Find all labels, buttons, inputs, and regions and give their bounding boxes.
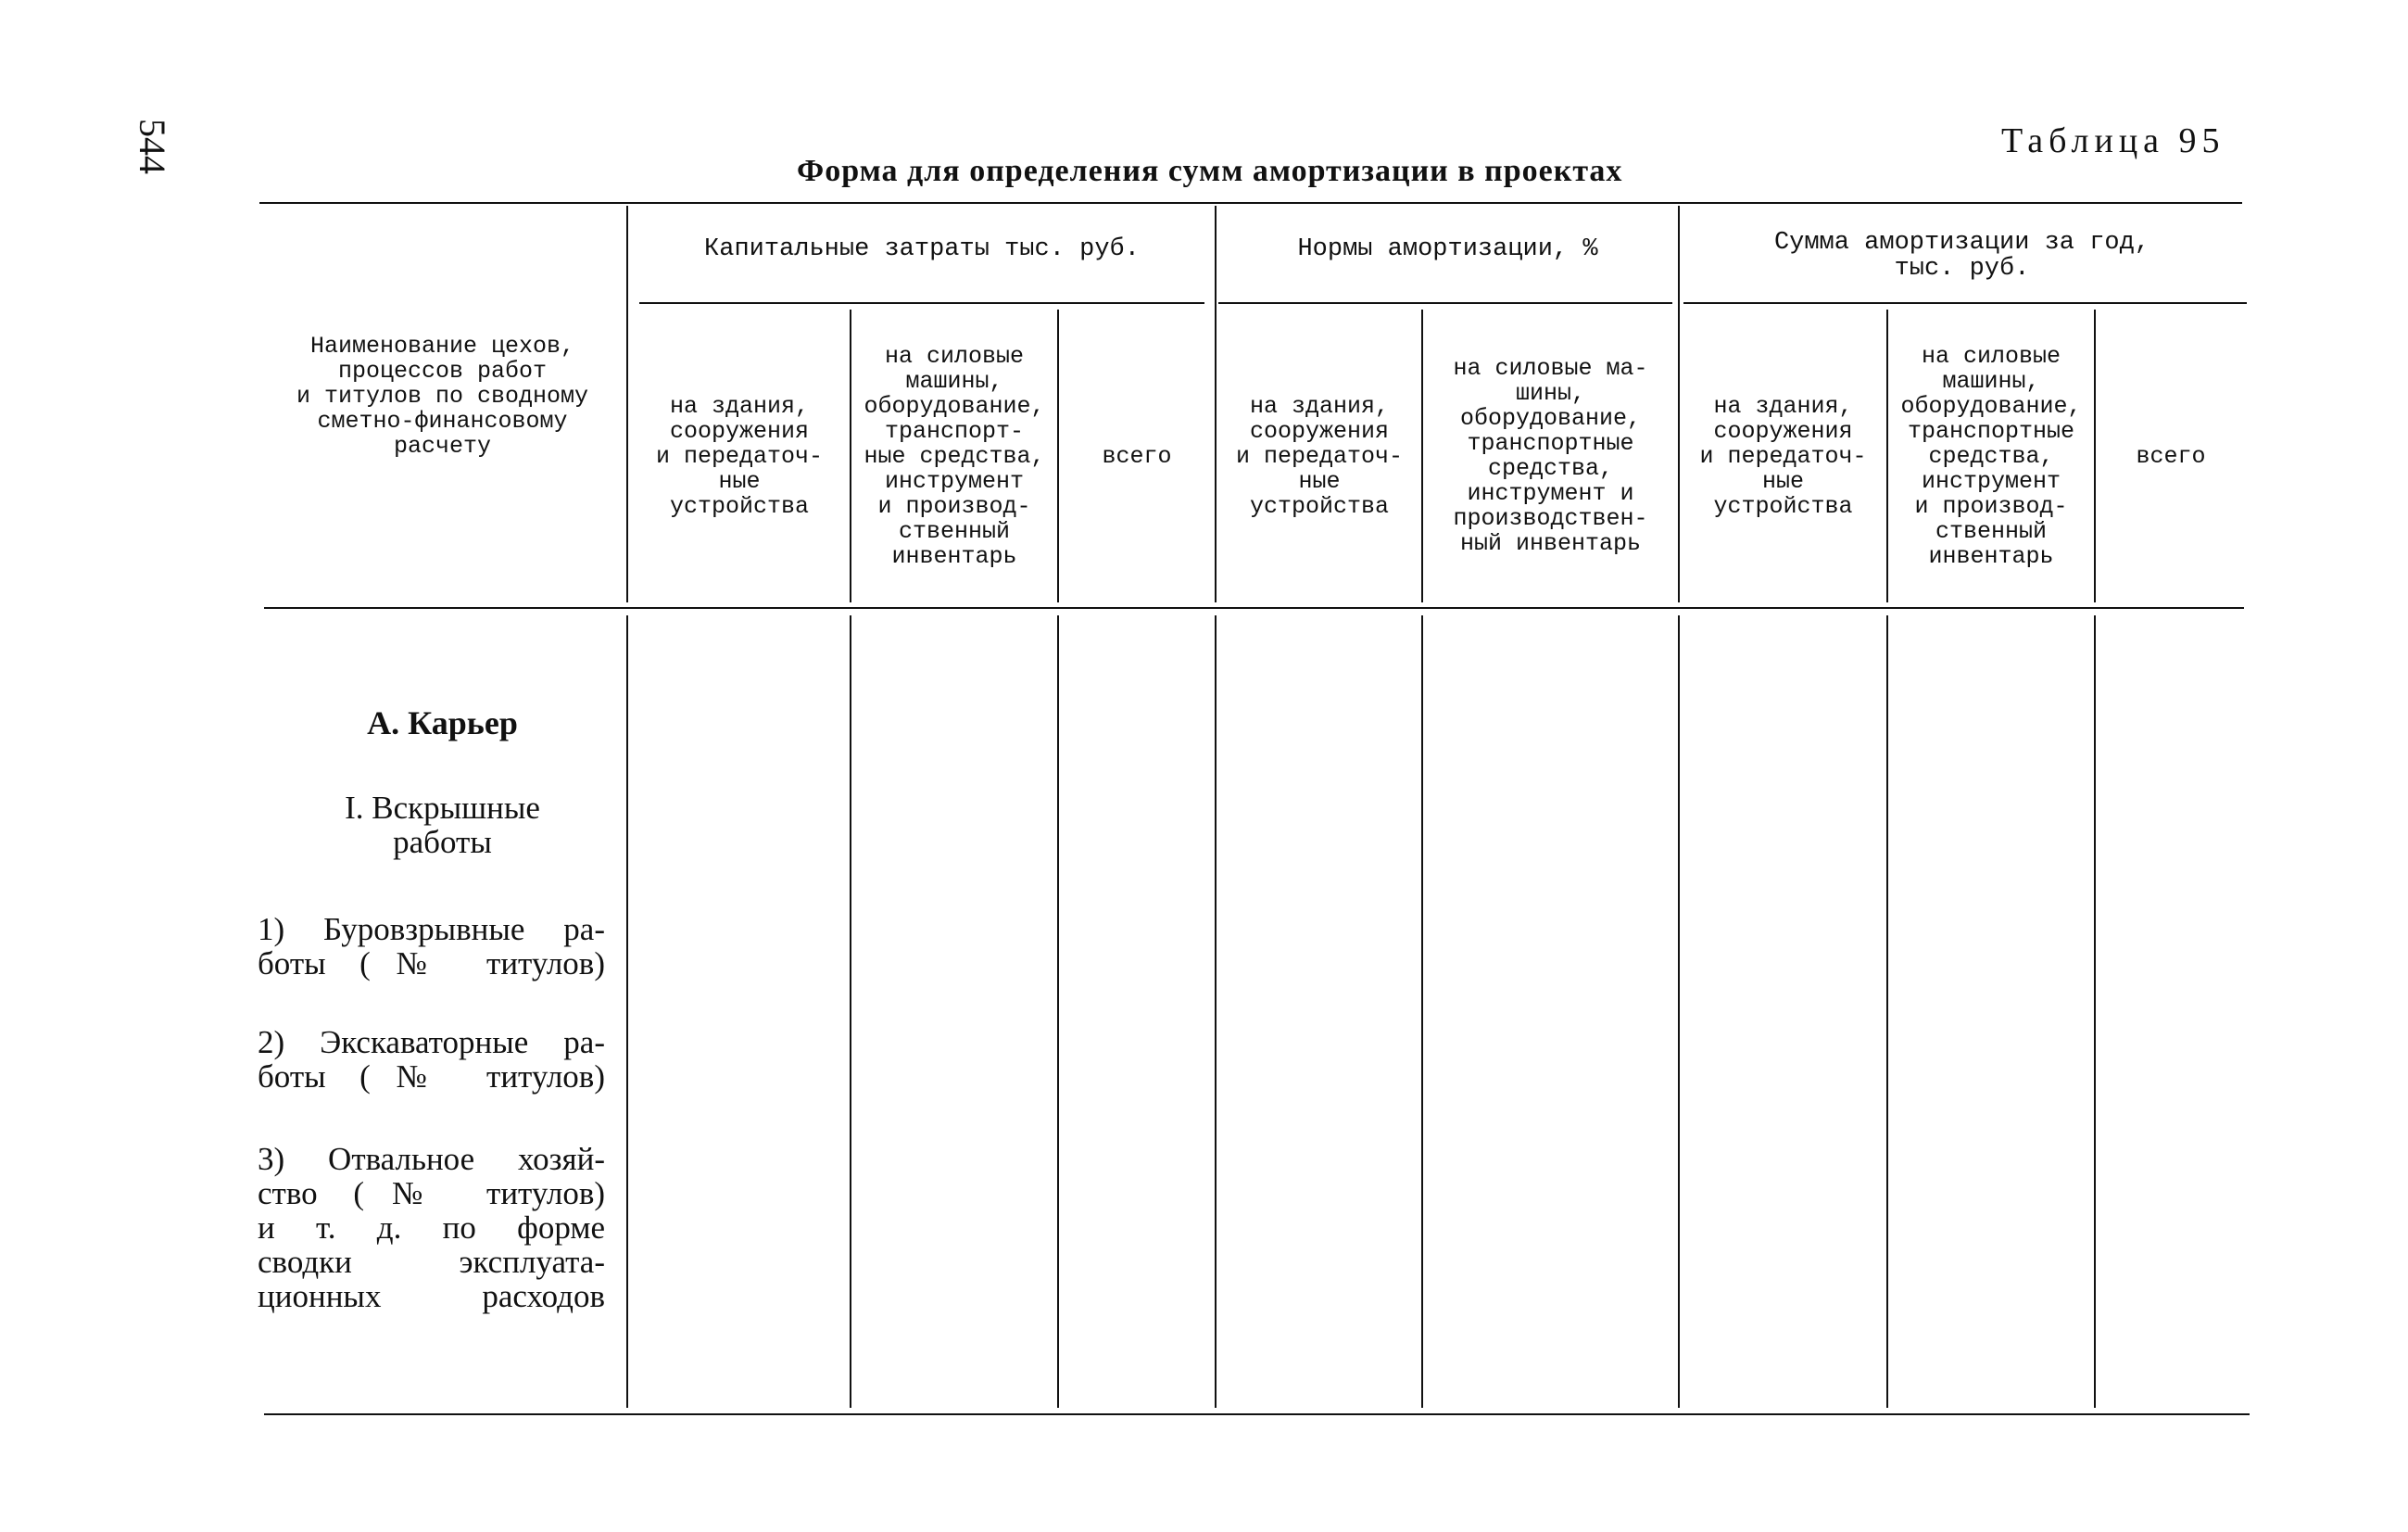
header-sub-total: всего	[1102, 442, 1172, 470]
rule-v	[1215, 206, 1217, 602]
rule-v	[1057, 310, 1059, 602]
list-item: 3) Отвальное хозяй- ство (№ титулов) и т. д. по форме сводки эксплуата- ционных расходов	[258, 1141, 605, 1314]
page-number: 544	[132, 119, 173, 174]
page-title: Форма для определения сумм амортизации в проектах	[797, 154, 1623, 188]
table-label: Таблица 95	[2001, 121, 2225, 160]
rule-top	[259, 202, 2242, 204]
rule-v	[1886, 310, 1888, 602]
header-sub-buildings: на здания, сооружения и передаточ- ные устройства	[655, 392, 824, 520]
rule-v	[626, 206, 628, 602]
rule-v	[850, 615, 851, 1408]
header-group-capital-costs: Капитальные затраты тыс. руб.	[704, 235, 1140, 263]
rule-v	[1678, 206, 1680, 602]
header-group-depreciation-rates: Нормы амортизации, %	[1297, 235, 1598, 263]
rule-v	[2094, 615, 2096, 1408]
list-item: 1) Буровзрывные ра- боты (№ титулов)	[258, 911, 605, 981]
rule-v	[1215, 615, 1217, 1408]
rule-v	[2094, 310, 2096, 602]
rule-group-2	[1218, 302, 1672, 304]
header-sub-total: всего	[2136, 442, 2206, 470]
header-sub-machines: на силовые машины, оборудование, транспортные средства, инструмент и производ- ственный инвентарь	[1900, 342, 2082, 570]
rule-v	[626, 615, 628, 1408]
rule-v	[1421, 310, 1423, 602]
header-sub-buildings: на здания, сооружения и передаточ- ные устройства	[1699, 392, 1867, 520]
header-sub-machines: на силовые ма- шины, оборудование, транспортные средства, инструмент и производствен- ный инвентарь	[1453, 355, 1648, 557]
header-name-column: Наименование цехов, процессов работ и титулов по сводному сметно-финансовому расчету	[296, 333, 589, 460]
rule-v	[1678, 615, 1680, 1408]
rule-group-3	[1683, 302, 2247, 304]
rule-v	[1886, 615, 1888, 1408]
rule-group-1	[639, 302, 1204, 304]
rule-v	[1057, 615, 1059, 1408]
section-heading: А. Карьер	[367, 704, 518, 741]
header-group-annual-depreciation: Сумма амортизации за год, тыс. руб.	[1773, 229, 2150, 283]
rule-v	[1421, 615, 1423, 1408]
rule-v	[850, 310, 851, 602]
rule-header-bottom	[264, 607, 2244, 609]
header-sub-buildings: на здания, сооружения и передаточ- ные устройства	[1235, 392, 1404, 520]
rule-bottom	[264, 1413, 2250, 1415]
list-item: 2) Экскаваторные ра- боты (№ титулов)	[258, 1024, 605, 1095]
subsection-heading: I. Вскрышные работы	[345, 790, 540, 860]
header-sub-machines: на силовые машины, оборудование, транспорт- ные средства, инструмент и производ- ственный инвентарь	[864, 342, 1045, 570]
